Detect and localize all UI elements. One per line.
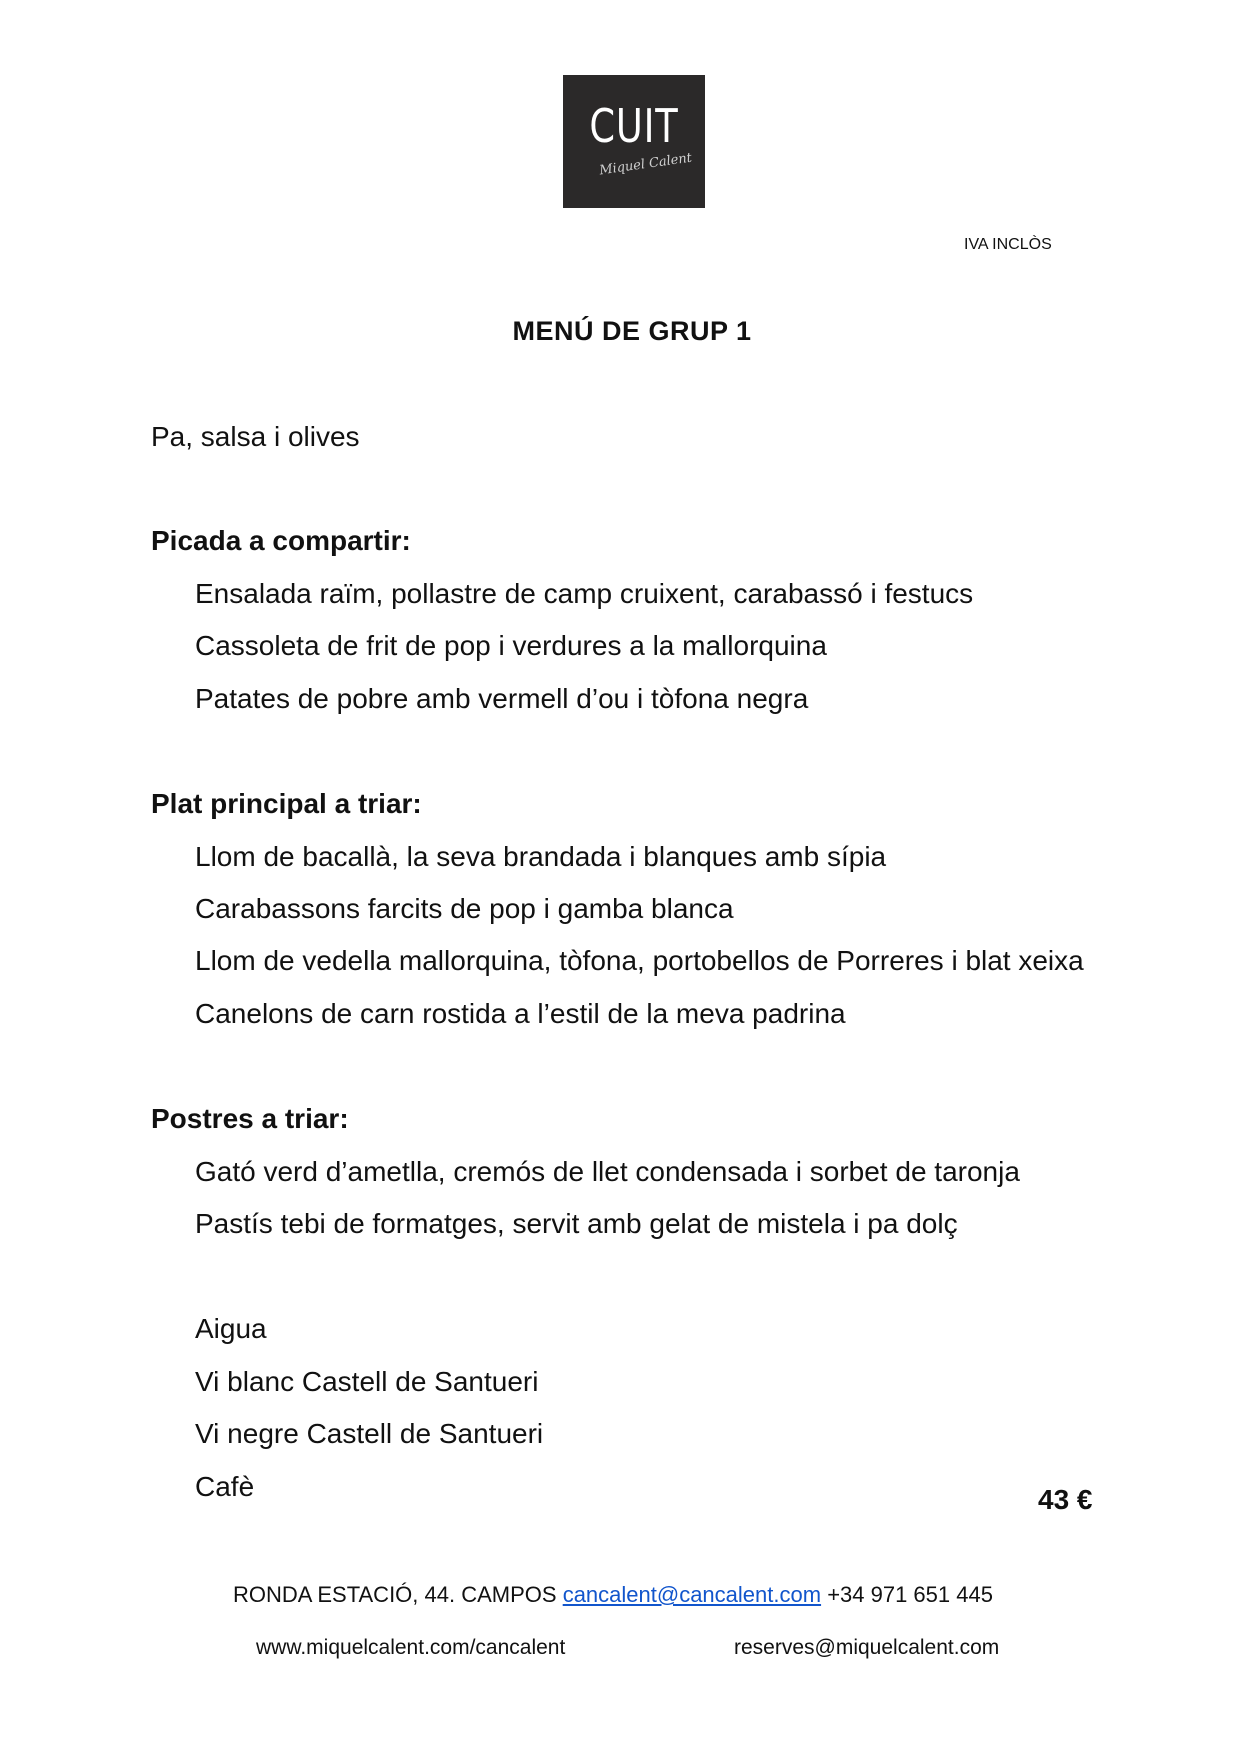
footer-reservations-email[interactable]: reserves@miquelcalent.com: [734, 1636, 1000, 1659]
menu-item: Canelons de carn rostida a l’estil de la meva padrina: [195, 998, 846, 1029]
footer-email-link[interactable]: cancalent@cancalent.com: [562, 1582, 822, 1607]
page-title: MENÚ DE GRUP 1: [512, 316, 752, 346]
footer-website[interactable]: www.miquelcalent.com/cancalent: [256, 1636, 566, 1659]
section-heading-plat-principal: Plat principal a triar:: [151, 788, 422, 819]
menu-item: Cassoleta de frit de pop i verdures a la mallorquina: [195, 630, 827, 661]
intro-line: Pa, salsa i olives: [151, 421, 360, 452]
section-heading-picada: Picada a compartir:: [151, 525, 411, 556]
logo-signature: Miquel Calent: [598, 150, 693, 179]
menu-item: Pastís tebi de formatges, servit amb gelat de mistela i pa dolç: [195, 1208, 958, 1239]
menu-item: Patates de pobre amb vermell d’ou i tòfona negra: [195, 683, 809, 714]
iva-note: IVA INCLÒS: [964, 236, 1052, 253]
logo: [563, 75, 705, 208]
drink-item: Aigua: [195, 1313, 267, 1344]
menu-item: Ensalada raïm, pollastre de camp cruixent, carabassó i festucs: [195, 578, 974, 609]
footer-phone: +34 971 651 445: [827, 1582, 993, 1607]
section-heading-postres: Postres a triar:: [151, 1103, 349, 1134]
logo-wordmark: CUIT: [589, 99, 679, 153]
drink-item: Vi blanc Castell de Santueri: [195, 1366, 539, 1397]
footer-address: RONDA ESTACIÓ, 44. CAMPOS: [233, 1582, 557, 1607]
drink-item: Cafè: [195, 1471, 255, 1502]
menu-item: Llom de vedella mallorquina, tòfona, portobellos de Porreres i blat xeixa: [195, 945, 1084, 976]
menu-price: 43 €: [1038, 1484, 1093, 1515]
menu-item: Llom de bacallà, la seva brandada i blanques amb sípia: [195, 841, 887, 872]
drink-item: Vi negre Castell de Santueri: [195, 1418, 544, 1449]
footer-contact-line: [233, 1582, 993, 1608]
menu-item: Gató verd d’ametlla, cremós de llet condensada i sorbet de taronja: [195, 1156, 1020, 1187]
menu-item: Carabassons farcits de pop i gamba blanca: [195, 893, 734, 924]
